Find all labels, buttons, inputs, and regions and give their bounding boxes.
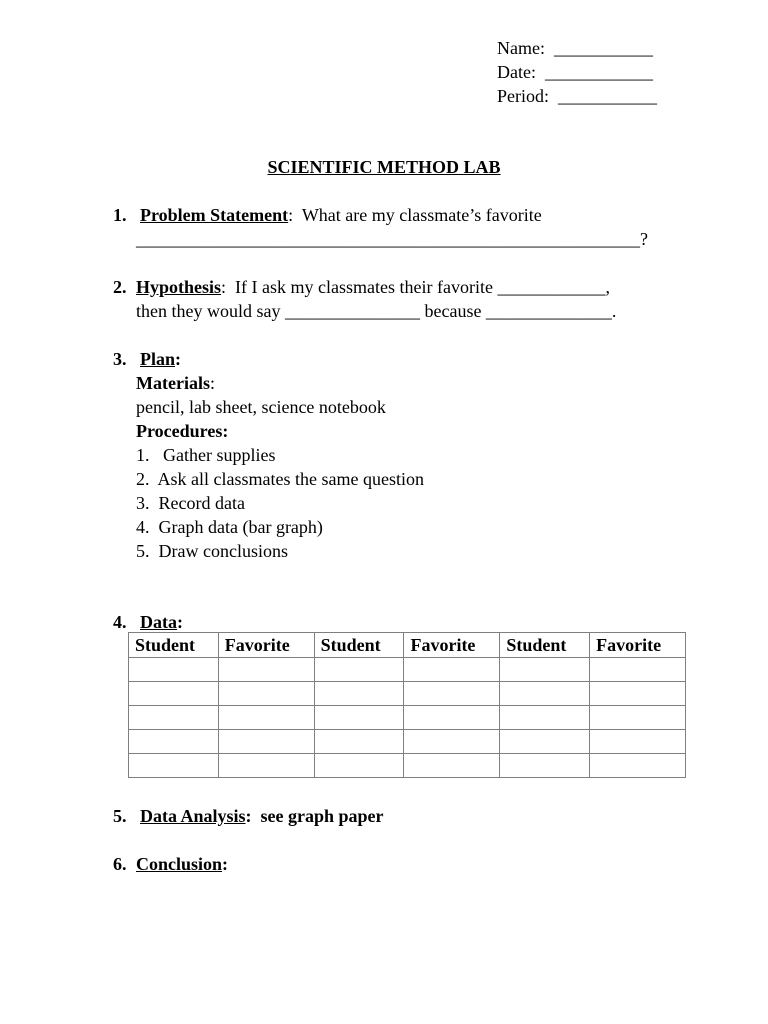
table-cell[interactable]	[314, 706, 404, 730]
section-4-number: 4.	[113, 612, 127, 632]
plan-heading: Plan	[140, 349, 176, 369]
table-cell[interactable]	[590, 682, 686, 706]
period-label: Period:	[497, 86, 549, 106]
hypothesis-line-1: : If I ask my classmates their favorite ____________,	[221, 277, 610, 297]
conclusion-line	[136, 852, 228, 876]
table-cell[interactable]	[404, 658, 500, 682]
data-analysis-heading: Data Analysis	[140, 806, 246, 826]
table-cell[interactable]	[218, 658, 314, 682]
procedure-item: 2. Ask all classmates the same question	[136, 469, 424, 489]
date-field[interactable]	[497, 60, 653, 84]
table-cell[interactable]	[590, 706, 686, 730]
hypothesis-line-2: then they would say _______________ because ______________.	[136, 301, 617, 321]
section-6-number: 6.	[113, 854, 127, 874]
table-cell[interactable]	[218, 706, 314, 730]
procedure-item: 4. Graph data (bar graph)	[136, 517, 323, 537]
table-row	[129, 706, 686, 730]
table-cell[interactable]	[404, 730, 500, 754]
section-1-number: 1.	[113, 205, 127, 225]
table-row	[129, 754, 686, 778]
column-header: Favorite	[590, 633, 686, 658]
materials-label: Materials	[136, 373, 210, 393]
table-cell[interactable]	[129, 730, 219, 754]
table-cell[interactable]	[500, 658, 590, 682]
conclusion-heading: Conclusion	[136, 854, 223, 874]
table-cell[interactable]	[404, 682, 500, 706]
table-cell[interactable]	[500, 730, 590, 754]
procedure-item: 5. Draw conclusions	[136, 541, 288, 561]
section-2-number: 2.	[113, 277, 127, 297]
table-cell[interactable]	[404, 754, 500, 778]
section-2-line-1	[136, 275, 610, 299]
table-cell[interactable]	[590, 730, 686, 754]
date-label: Date:	[497, 62, 536, 82]
data-heading: Data	[140, 612, 177, 632]
table-cell[interactable]	[314, 682, 404, 706]
hypothesis-heading: Hypothesis	[136, 277, 222, 297]
column-header: Favorite	[218, 633, 314, 658]
table-cell[interactable]	[218, 682, 314, 706]
section-1-line	[140, 203, 542, 227]
procedures-label: Procedures:	[136, 421, 229, 441]
table-cell[interactable]	[129, 754, 219, 778]
column-header: Student	[500, 633, 590, 658]
problem-statement-blank[interactable]: ________________________________________________________?	[136, 229, 648, 249]
table-cell[interactable]	[218, 754, 314, 778]
date-blank[interactable]: ____________	[544, 62, 653, 82]
problem-statement-text: : What are my classmate’s favorite	[288, 205, 542, 225]
table-cell[interactable]	[129, 706, 219, 730]
page-title: SCIENTIFIC METHOD LAB	[267, 157, 501, 177]
materials-list: pencil, lab sheet, science notebook	[136, 397, 386, 417]
data-colon: :	[177, 612, 183, 632]
section-5-number: 5.	[113, 806, 127, 826]
table-cell[interactable]	[129, 682, 219, 706]
problem-statement-heading: Problem Statement	[140, 205, 289, 225]
table-cell[interactable]	[314, 730, 404, 754]
table-cell[interactable]	[590, 658, 686, 682]
plan-colon: :	[175, 349, 182, 369]
plan-heading-line	[140, 347, 181, 371]
materials-colon: :	[209, 373, 215, 393]
table-cell[interactable]	[590, 754, 686, 778]
data-analysis-text: : see graph paper	[245, 806, 384, 826]
table-cell[interactable]	[500, 682, 590, 706]
name-blank[interactable]: ___________	[553, 38, 653, 58]
table-row	[129, 730, 686, 754]
data-heading-line	[140, 610, 183, 634]
section-3-number: 3.	[113, 349, 127, 369]
materials-label-line	[136, 371, 215, 395]
procedure-item: 1. Gather supplies	[136, 445, 276, 465]
table-row	[129, 682, 686, 706]
table-cell[interactable]	[218, 730, 314, 754]
name-label: Name:	[497, 38, 545, 58]
column-header: Student	[129, 633, 219, 658]
data-analysis-line	[140, 804, 384, 828]
table-cell[interactable]	[500, 706, 590, 730]
table-cell[interactable]	[314, 658, 404, 682]
period-field[interactable]	[497, 84, 657, 108]
table-cell[interactable]	[314, 754, 404, 778]
table-cell[interactable]	[500, 754, 590, 778]
column-header: Student	[314, 633, 404, 658]
table-header-row	[129, 633, 686, 658]
name-field[interactable]	[497, 36, 653, 60]
table-cell[interactable]	[129, 658, 219, 682]
procedure-item: 3. Record data	[136, 493, 245, 513]
table-row	[129, 658, 686, 682]
column-header: Favorite	[404, 633, 500, 658]
data-table	[128, 632, 686, 778]
table-cell[interactable]	[404, 706, 500, 730]
period-blank[interactable]: ___________	[558, 86, 657, 106]
conclusion-colon: :	[222, 854, 229, 874]
